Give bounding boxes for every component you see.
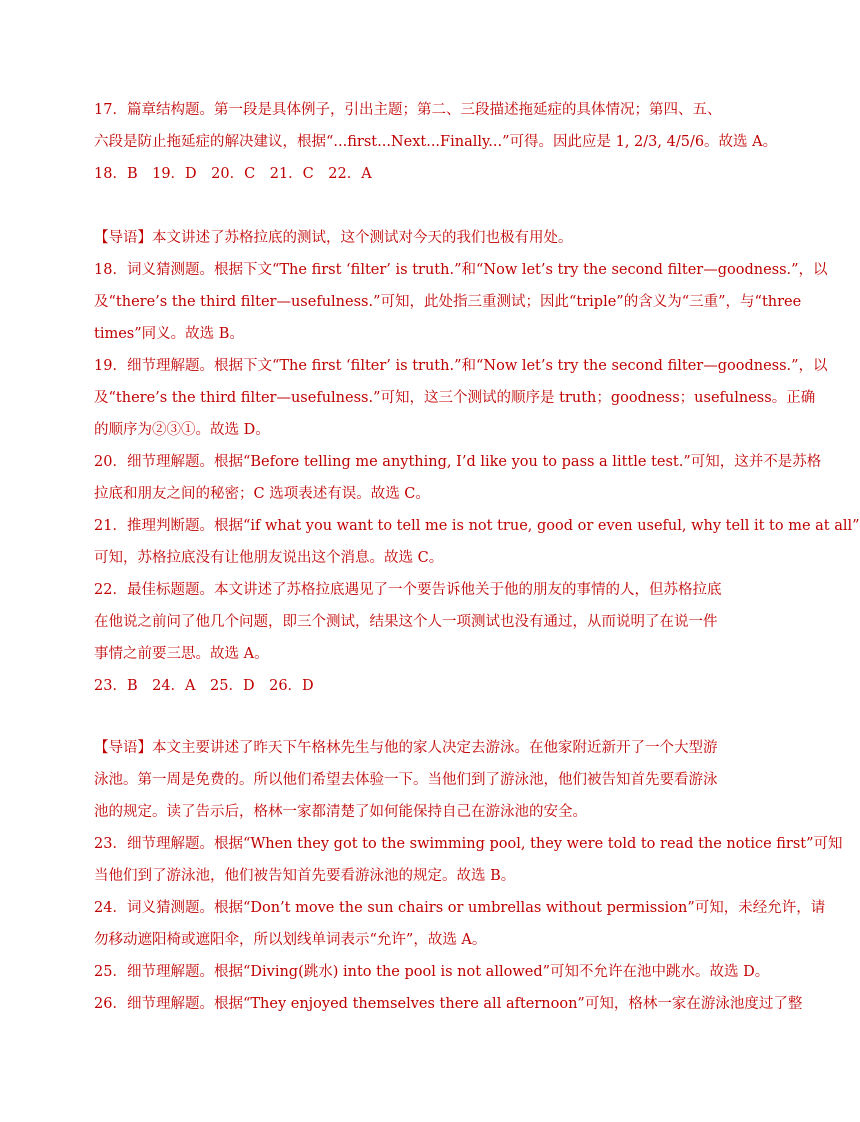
- answer-line: 23．B 24．A 25．D 26．D: [94, 678, 314, 694]
- text-line: 的顺序为②③①。故选 D。: [94, 422, 270, 438]
- text-line: 泳池。第一周是免费的。所以他们希望去体验一下。当他们到了游泳池，他们被告知首先要看游泳: [94, 772, 718, 788]
- intro-line: 【导语】本文主要讲述了昨天下午格林先生与他的家人决定去游泳。在他家附近新开了一个大型游: [94, 740, 718, 756]
- text-line: 及“there’s the third filter—usefulness.”可知，此处指三重测试；因此“triple”的含义为“三重”，与“three: [94, 294, 802, 310]
- text-line: 22．最佳标题题。本文讲述了苏格拉底遇见了一个要告诉他关于他的朋友的事情的人，但苏格拉底: [94, 582, 722, 598]
- text-line: 勿移动遮阳椅或遮阳伞，所以划线单词表示“允许”，故选 A。: [94, 932, 487, 948]
- text-line: 在他说之前问了他几个问题，即三个测试，结果这个人一项测试也没有通过，从而说明了在说一件: [94, 614, 718, 630]
- text-line: 可知，苏格拉底没有让他朋友说出这个消息。故选 C。: [94, 550, 444, 566]
- text-line: 21．推理判断题。根据“if what you want to tell me is not true, good or even useful, why tell it to me at all”: [94, 518, 860, 534]
- text-line: 20．细节理解题。根据“Before telling me anything, I’d like you to pass a little test.”可知，这并不是苏格: [94, 454, 822, 470]
- text-line: 23．细节理解题。根据“When they got to the swimming pool, they were told to read the notice first”可知: [94, 836, 843, 852]
- intro-line: 【导语】本文讲述了苏格拉底的测试，这个测试对今天的我们也极有用处。: [94, 230, 573, 246]
- text-line: 当他们到了游泳池，他们被告知首先要看游泳池的规定。故选 B。: [94, 868, 516, 884]
- text-line: 及“there’s the third filter—usefulness.”可知，这三个测试的顺序是 truth；goodness；usefulness。正确: [94, 390, 816, 406]
- answer-line: 18．B 19．D 20．C 21．C 22．A: [94, 166, 372, 182]
- text-line: 拉底和朋友之间的秘密；C 选项表述有误。故选 C。: [94, 486, 430, 502]
- text-line: 26．细节理解题。根据“They enjoyed themselves there all afternoon”可知，格林一家在游泳池度过了整: [94, 996, 803, 1012]
- text-line: times”同义。故选 B。: [94, 326, 244, 342]
- text-line: 25．细节理解题。根据“Diving(跳水) into the pool is not allowed”可知不允许在池中跳水。故选 D。: [94, 964, 770, 980]
- text-line: 24．词义猜测题。根据“Don’t move the sun chairs or umbrellas without permission”可知，未经允许，请: [94, 900, 826, 916]
- text-line: 池的规定。读了告示后，格林一家都清楚了如何能保持自己在游泳池的安全。: [94, 804, 587, 820]
- text-line: 17．篇章结构题。第一段是具体例子，引出主题；第二、三段描述拖延症的具体情况；第四、五、: [94, 102, 722, 118]
- text-line: 19．细节理解题。根据下文“The first ‘filter’ is truth.”和“Now let’s try the second filter—goodness.”，以: [94, 358, 828, 374]
- text-line: 六段是防止拖延症的解决建议，根据“...first...Next...Finally...”可得。因此应是 1, 2/3, 4/5/6。故选 A。: [94, 134, 778, 150]
- text-line: 18．词义猜测题。根据下文“The first ‘filter’ is truth.”和“Now let’s try the second filter—goodness.”，以: [94, 262, 828, 278]
- text-line: 事情之前要三思。故选 A。: [94, 646, 269, 662]
